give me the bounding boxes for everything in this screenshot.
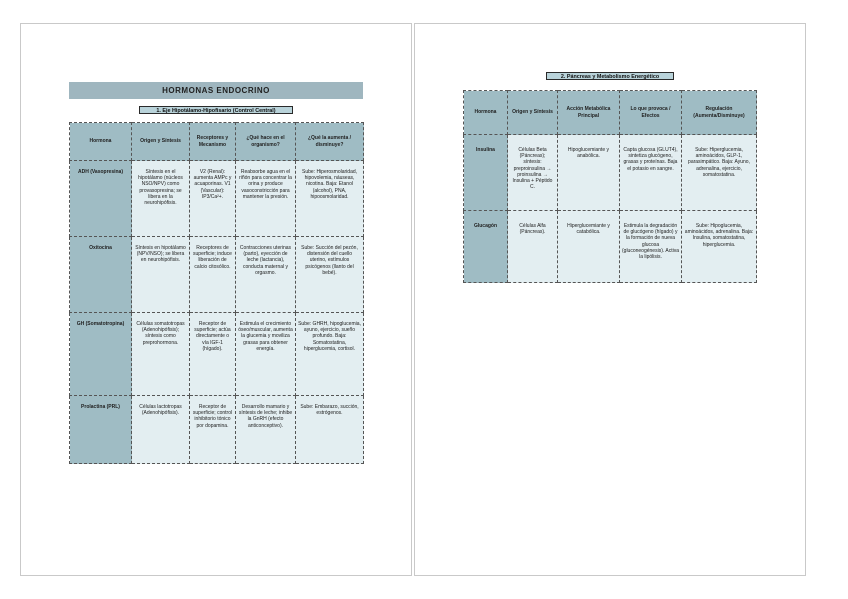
hormone-name-cell: GH (Somatotropina) xyxy=(70,313,132,396)
effect-cell: Estimula la degradación de glucógeno (hígado) y la formación de nueva glucosa (gluconeogénesis). Activa la lipólisis. xyxy=(620,211,682,283)
hormone-table-hypothalamic-axis xyxy=(69,122,364,464)
column-header: Lo que provoca / Efectos xyxy=(620,91,682,135)
effect-cell: Capta glucosa (GLUT4), sintetiza glucógeno, grasas y proteínas. Baja el potasio en sangre. xyxy=(620,135,682,211)
section-title-hypothalamic-axis: 1. Eje Hipotálamo-Hipofisario (Control Central) xyxy=(139,106,293,114)
regulation-cell: Sube: Embarazo, succión, estrógenos. xyxy=(296,396,364,464)
table-header-row xyxy=(464,91,757,135)
table-row xyxy=(70,396,364,464)
column-header: Origen y Síntesis xyxy=(508,91,558,135)
effect-cell: Contracciones uterinas (parto), eyección de leche (lactancia), conducta maternal y orgasmo. xyxy=(236,237,296,313)
regulation-cell: Sube: Hiperglucemia, aminoácidos, GLP-1, parasimpático. Baja: Ayuno, adrenalina, ejercicio, somatostatina. xyxy=(682,135,757,211)
document-page-1 xyxy=(20,23,412,576)
regulation-cell: Sube: Succión del pezón, distensión del cuello uterino, estímulos psicógenos (llanto del bebé). xyxy=(296,237,364,313)
hormone-name-cell: Oxitocina xyxy=(70,237,132,313)
hormone-name-cell: Insulina xyxy=(464,135,508,211)
hormone-table-pancreas xyxy=(463,90,757,283)
receptor-cell: Receptores de superficie; induce liberación de calcio citosólico. xyxy=(190,237,236,313)
regulation-cell: Sube: Hiperosmolaridad, hipovolemia, náuseas, nicotina. Baja: Etanol (alcohol), PNA, hipoosmolaridad. xyxy=(296,161,364,237)
column-header: ¿Qué la aumenta / disminuye? xyxy=(296,123,364,161)
origin-cell: Células lactotropas (Adenohipófisis). xyxy=(132,396,190,464)
effect-cell: Reabsorbe agua en el riñón para concentrar la orina y produce vasoconstricción para mantener la presión. xyxy=(236,161,296,237)
column-header: Regulación (Aumenta/Disminuye) xyxy=(682,91,757,135)
origin-cell: Síntesis en hipotálamo (NPV/NSO); se libera en neurohipófisis. xyxy=(132,237,190,313)
action-cell: Hipoglucemiante y anabólica. xyxy=(558,135,620,211)
hormone-name-cell: Glucagón xyxy=(464,211,508,283)
document-title: HORMONAS ENDOCRINO xyxy=(69,82,363,99)
origin-cell: Síntesis en el hipotálamo (núcleos NSO/NPV) como provasopresina; se libera en la neurohipófisis. xyxy=(132,161,190,237)
column-header: ¿Qué hace en el organismo? xyxy=(236,123,296,161)
action-cell: Hiperglucemiante y catabólica. xyxy=(558,211,620,283)
document-page-2 xyxy=(414,23,806,576)
effect-cell: Desarrollo mamario y síntesis de leche; inhibe la GnRH (efecto anticonceptivo). xyxy=(236,396,296,464)
table-row xyxy=(464,135,757,211)
section-title-pancreas: 2. Páncreas y Metabolismo Energético xyxy=(546,72,674,80)
column-header: Hormona xyxy=(70,123,132,161)
receptor-cell: V2 (Renal): aumenta AMPc y acuaporinas. V1 (Vascular): IP3/Ca²+. xyxy=(190,161,236,237)
hormone-name-cell: Prolactina (PRL) xyxy=(70,396,132,464)
hormone-name-cell: ADH (Vasopresina) xyxy=(70,161,132,237)
table-header-row xyxy=(70,123,364,161)
table-row xyxy=(70,313,364,396)
column-header: Origen y Síntesis xyxy=(132,123,190,161)
column-header: Acción Metabólica Principal xyxy=(558,91,620,135)
origin-cell: Células somatotropas (Adenohipófisis); síntesis como preprohormona. xyxy=(132,313,190,396)
receptor-cell: Receptor de superficie; actúa directamente o vía IGF-1 (hígado). xyxy=(190,313,236,396)
regulation-cell: Sube: Hipoglucemia, aminoácidos, adrenalina. Baja: Insulina, somatostatina, hiperglucemia. xyxy=(682,211,757,283)
origin-cell: Células Beta (Páncreas); síntesis: preproinsulina → proinsulina → Insulina + Péptido C. xyxy=(508,135,558,211)
receptor-cell: Receptor de superficie; control inhibitorio tónico por dopamina. xyxy=(190,396,236,464)
table-row xyxy=(70,161,364,237)
table-row xyxy=(464,211,757,283)
column-header: Hormona xyxy=(464,91,508,135)
effect-cell: Estimula el crecimiento óseo/muscular, aumenta la glucemia y moviliza grasas para obtener energía. xyxy=(236,313,296,396)
column-header: Receptores y Mecanismo xyxy=(190,123,236,161)
regulation-cell: Sube: GHRH, hipoglucemia, ayuno, ejercicio, sueño profundo. Baja: Somatostatina, hiperglucemia, cortisol. xyxy=(296,313,364,396)
table-row xyxy=(70,237,364,313)
origin-cell: Células Alfa (Páncreas). xyxy=(508,211,558,283)
